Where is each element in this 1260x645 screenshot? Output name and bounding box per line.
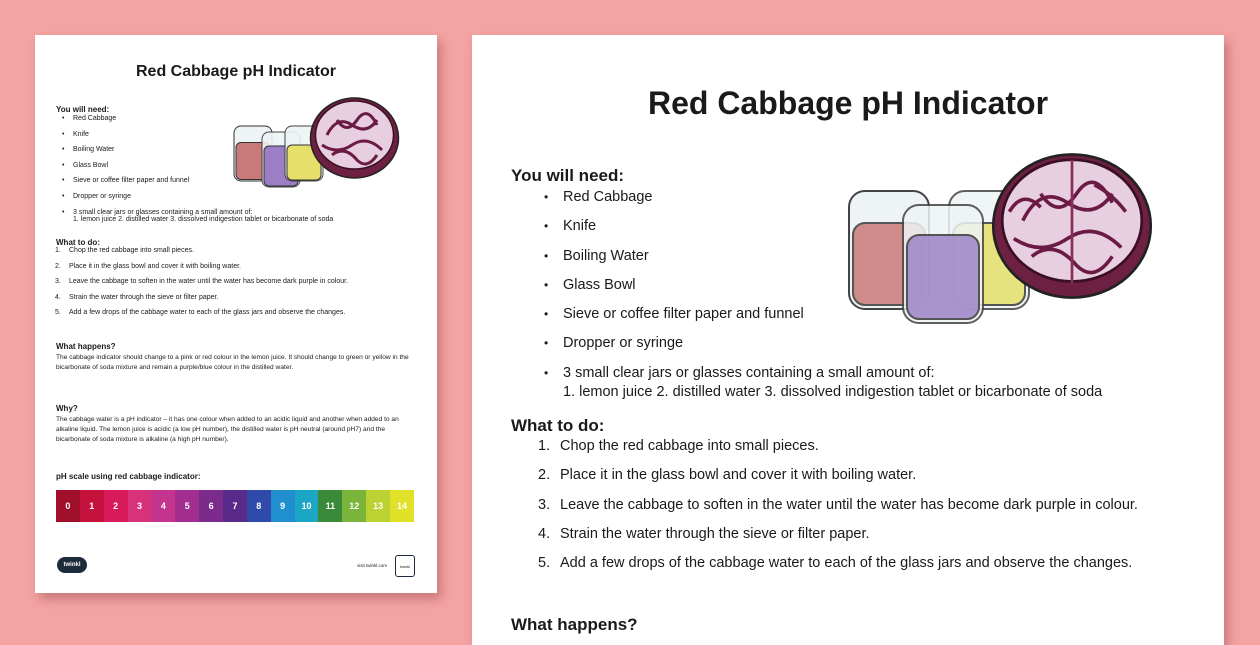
list-item: • Glass Bowl [73,162,333,178]
zoomed-page [472,35,1224,645]
ph-scale-cell-14: 14 [390,490,414,522]
steps-list [55,247,349,325]
what-to-do-heading: What to do: [56,238,100,247]
steps-list [538,436,1138,582]
why-text: The cabbage water is a pH indicator – it has one colour when added to an acidic liquid and another when added to an alkaline liquid. The lemon juice is acidic (a low pH number), the distilled water is pH neutral (around pH7) and the bicarbonate of soda mixture is alkaline (a high pH number). [56,416,399,443]
ph-scale-cell-11: 11 [318,490,342,522]
list-item: 3. Leave the cabbage to soften in the water until the water has become dark purple in colour. [538,496,1138,513]
what-to-do-heading: What to do: [511,416,605,435]
ph-scale-cell-8: 8 [247,490,271,522]
list-item: 2. Place it in the glass bowl and cover it with boiling water. [55,262,241,270]
ph-scale-bar [56,490,414,522]
list-item: • 3 small clear jars or glasses containing a small amount of: 1. lemon juice 2. distilled water 3. dissolved indigestion tablet or bicarbonate of soda [563,363,1102,392]
thumbnail-page [35,35,437,593]
why-heading: Why? [56,404,78,413]
ph-scale-heading: pH scale using red cabbage indicator: [56,472,201,481]
list-item: 1. Chop the red cabbage into small pieces. [538,438,819,454]
ph-scale-cell-7: 7 [223,490,247,522]
ph-scale-cell-12: 12 [342,490,366,522]
list-item: • 3 small clear jars or glasses containing a small amount of: 1. lemon juice 2. distilled water 3. dissolved indigestion tablet or bicarbonate of soda [73,209,333,225]
list-item: 4. Strain the water through the sieve or filter paper. [538,525,870,542]
list-item: • Glass Bowl [563,275,1102,304]
list-item: 2. Place it in the glass bowl and cover it with boiling water. [538,467,917,484]
list-item: • Boiling Water [563,246,1102,275]
you-will-need-heading: You will need: [511,166,625,185]
ph-scale-cell-13: 13 [366,490,390,522]
ph-scale-cell-2: 2 [104,490,128,522]
page-title: Red Cabbage pH Indicator [135,63,337,80]
ph-scale-cell-6: 6 [199,490,223,522]
list-item: • Red Cabbage [73,115,333,131]
list-item: • Sieve or coffee filter paper and funnel [563,304,1102,333]
what-happens-heading: What happens? [511,615,638,634]
twinkl-logo: twinkl [57,557,87,573]
list-item: 1. Chop the red cabbage into small pieces. [55,247,194,254]
ph-scale-cell-4: 4 [151,490,175,522]
materials-list [73,115,333,224]
page-title: Red Cabbage pH Indicator [647,85,1049,121]
list-item: • Red Cabbage [563,187,1102,216]
list-item: 3. Leave the cabbage to soften in the water until the water has become dark purple in colour. [55,278,349,286]
you-will-need-heading: You will need: [56,105,110,114]
what-happens-heading: What happens? [56,342,116,351]
ph-scale-cell-5: 5 [175,490,199,522]
list-item: • Knife [73,131,333,147]
list-item: 4. Strain the water through the sieve or filter paper. [55,293,219,301]
list-item: 5. Add a few drops of the cabbage water to each of the glass jars and observe the changes. [538,555,1133,572]
list-item: 5. Add a few drops of the cabbage water to each of the glass jars and observe the changes. [55,309,346,317]
ph-scale-cell-1: 1 [80,490,104,522]
list-item: • Boiling Water [73,146,333,162]
list-item: • Dropper or syringe [73,193,333,209]
list-item: • Sieve or coffee filter paper and funnel [73,177,333,193]
ph-scale-cell-9: 9 [271,490,295,522]
ph-scale-cell-0: 0 [56,490,80,522]
list-item: • Dropper or syringe [563,333,1102,362]
visit-link-text: visit twinkl.com [356,563,387,568]
materials-list [563,187,1103,400]
ph-scale-cell-10: 10 [295,490,319,522]
what-happens-text: The cabbage indicator should change to a pink or red colour in the lemon juice. It should change to green or yellow in the bicarbonate of soda mixture and remain a purple/blue colour in the distilled water. [56,354,409,371]
list-item: • Knife [563,216,1102,245]
twinkl-badge-icon: twinkl [395,555,415,577]
ph-scale-cell-3: 3 [128,490,152,522]
